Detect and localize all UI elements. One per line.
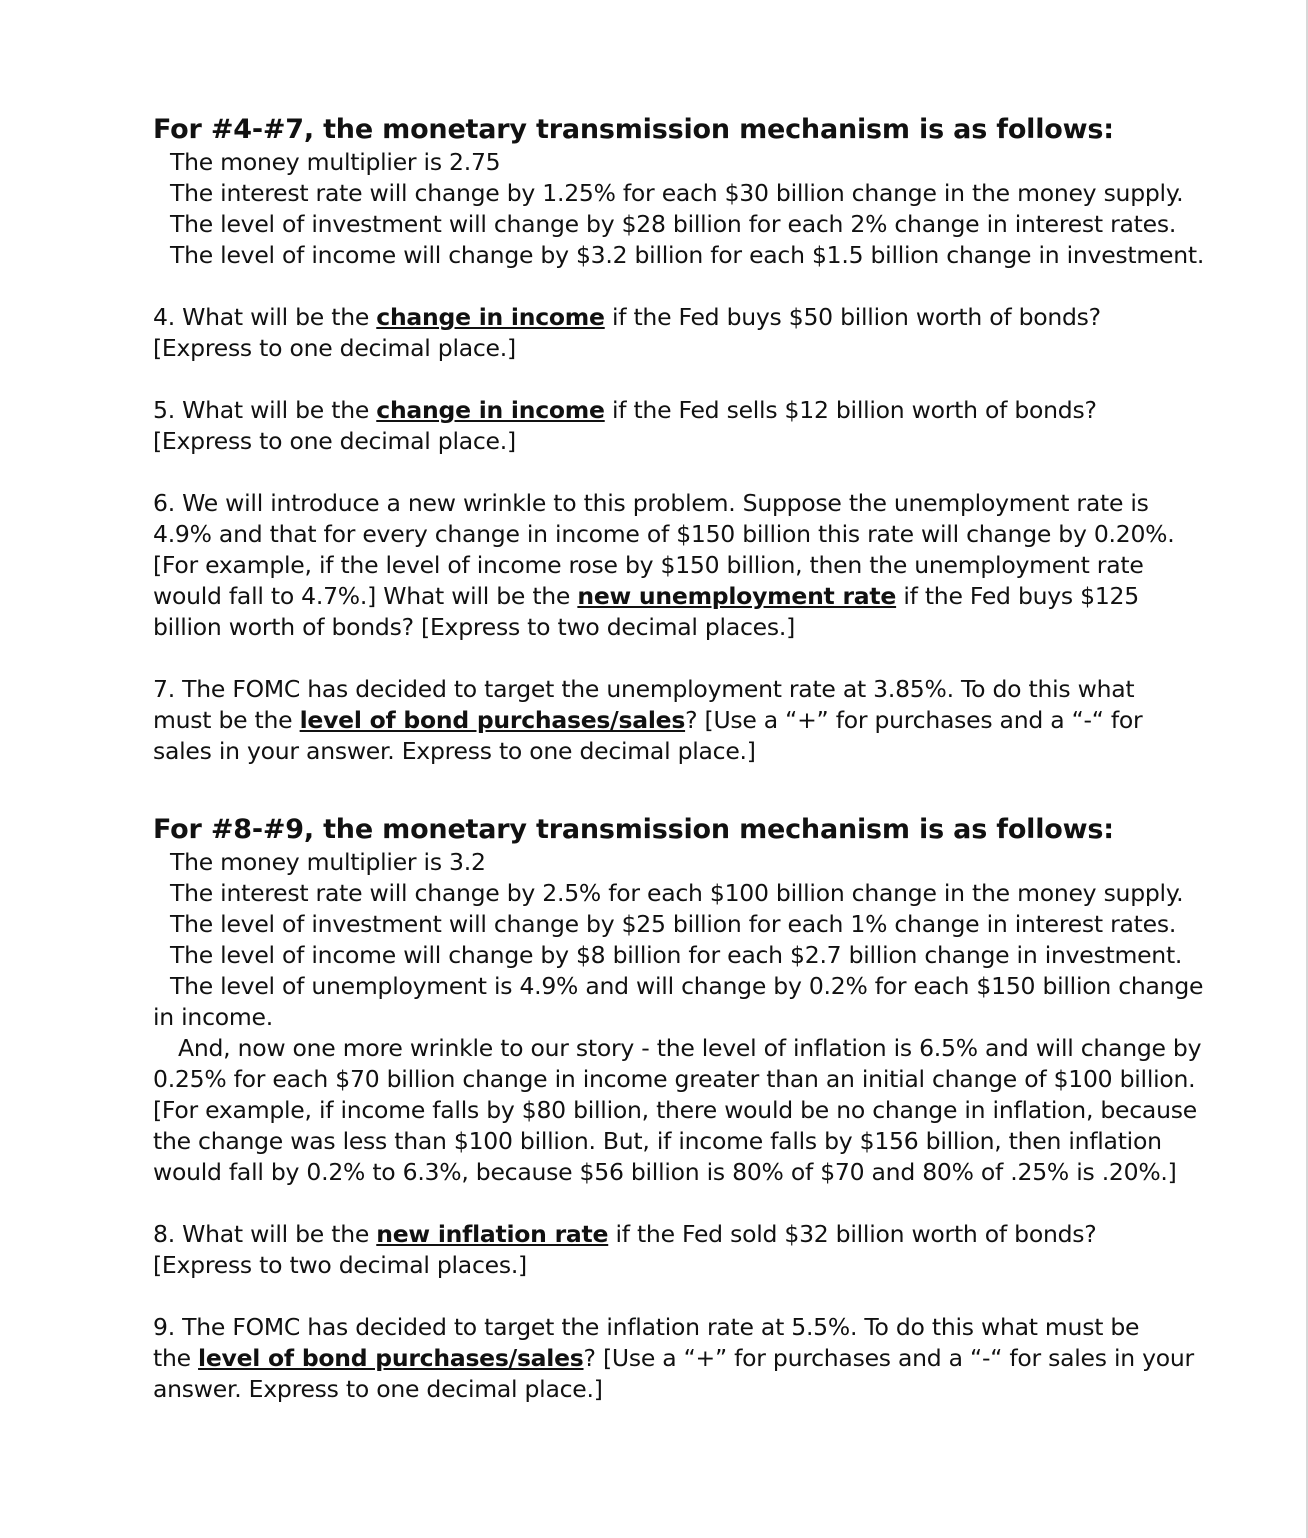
- mechanism-line: The money multiplier is 2.75: [170, 148, 501, 176]
- question-text: if the Fed sells $12 billion worth of bonds?: [604, 396, 1097, 424]
- question-text: the: [153, 1344, 199, 1372]
- question-text: 8. What will be the: [153, 1220, 377, 1248]
- question-text: would fall to 4.7%.] What will be the: [153, 582, 578, 610]
- question-text: if the Fed sold $32 billion worth of bonds?: [608, 1220, 1097, 1248]
- mechanism-line: The level of income will change by $3.2 billion for each $1.5 billion change in investment.: [170, 241, 1205, 269]
- question-8: [153, 1219, 1213, 1281]
- inflation-paragraph-line: would fall by 0.2% to 6.3%, because $56 billion is 80% of $70 and 80% of .25% is .20%.]: [153, 1158, 1177, 1186]
- question-text: 9. The FOMC has decided to target the inflation rate at 5.5%. To do this what must be: [153, 1313, 1140, 1341]
- question-text: ? [Use a “+” for purchases and a “-“ for: [685, 706, 1143, 734]
- question-instruction: answer. Express to one decimal place.]: [153, 1375, 603, 1403]
- inflation-paragraph-line: the change was less than $100 billion. But, if income falls by $156 billion, then inflation: [153, 1127, 1162, 1155]
- question-instruction: sales in your answer. Express to one decimal place.]: [153, 737, 756, 765]
- document-page: [153, 113, 1213, 1405]
- question-text: [For example, if the level of income rose by $150 billion, then the unemployment rate: [153, 551, 1144, 579]
- inflation-paragraph-line: [For example, if income falls by $80 billion, there would be no change in inflation, because: [153, 1096, 1197, 1124]
- question-instruction: [Express to one decimal place.]: [153, 427, 516, 455]
- question-instruction: [Express to two decimal places.]: [153, 1251, 527, 1279]
- question-7: [153, 674, 1213, 767]
- key-term: change in income: [376, 303, 605, 331]
- key-term: level of bond purchases/sales: [198, 1344, 584, 1372]
- section-heading: For #8-#9, the monetary transmission mechanism is as follows:: [153, 814, 1114, 845]
- inflation-paragraph-line: 0.25% for each $70 billion change in income greater than an initial change of $100 billion.: [153, 1065, 1196, 1093]
- inflation-paragraph-line: And, now one more wrinkle to our story - the level of inflation is 6.5% and will change by: [178, 1034, 1202, 1062]
- section-4-7: [153, 113, 1213, 271]
- question-text: 6. We will introduce a new wrinkle to this problem. Suppose the unemployment rate is: [153, 489, 1149, 517]
- mechanism-line: The level of income will change by $8 billion for each $2.7 billion change in investment.: [170, 941, 1183, 969]
- question-text: if the Fed buys $50 billion worth of bonds?: [604, 303, 1101, 331]
- section-8-9: [153, 813, 1213, 1188]
- key-term: change in income: [376, 396, 605, 424]
- question-instruction: billion worth of bonds? [Express to two decimal places.]: [153, 613, 795, 641]
- mechanism-line: The interest rate will change by 2.5% for each $100 billion change in the money supply.: [170, 879, 1184, 907]
- mechanism-line: The level of investment will change by $28 billion for each 2% change in interest rates.: [170, 210, 1177, 238]
- section-heading: For #4-#7, the monetary transmission mechanism is as follows:: [153, 114, 1114, 145]
- question-text: 4.9% and that for every change in income of $150 billion this rate will change by 0.20%.: [153, 520, 1175, 548]
- key-term: new unemployment rate: [577, 582, 897, 610]
- question-text: if the Fed buys $125: [896, 582, 1139, 610]
- question-text: 7. The FOMC has decided to target the unemployment rate at 3.85%. To do this what: [153, 675, 1135, 703]
- question-9: [153, 1312, 1213, 1405]
- mechanism-list: [153, 847, 1213, 1188]
- key-term: level of bond purchases/sales: [299, 706, 686, 734]
- mechanism-line: in income.: [153, 1003, 273, 1031]
- question-4: [153, 302, 1213, 364]
- mechanism-line: The money multiplier is 3.2: [170, 848, 486, 876]
- question-text: must be the: [153, 706, 300, 734]
- mechanism-line: The level of investment will change by $25 billion for each 1% change in interest rates.: [170, 910, 1177, 938]
- mechanism-line: The interest rate will change by 1.25% for each $30 billion change in the money supply.: [170, 179, 1184, 207]
- question-6: [153, 488, 1213, 643]
- question-5: [153, 395, 1213, 457]
- mechanism-list: [153, 147, 1213, 271]
- question-instruction: [Express to one decimal place.]: [153, 334, 516, 362]
- key-term: new inflation rate: [376, 1220, 609, 1248]
- question-text: 4. What will be the: [153, 303, 377, 331]
- question-text: 5. What will be the: [153, 396, 377, 424]
- question-text: ? [Use a “+” for purchases and a “-“ for sales in your: [583, 1344, 1194, 1372]
- mechanism-line: The level of unemployment is 4.9% and will change by 0.2% for each $150 billion change: [170, 972, 1204, 1000]
